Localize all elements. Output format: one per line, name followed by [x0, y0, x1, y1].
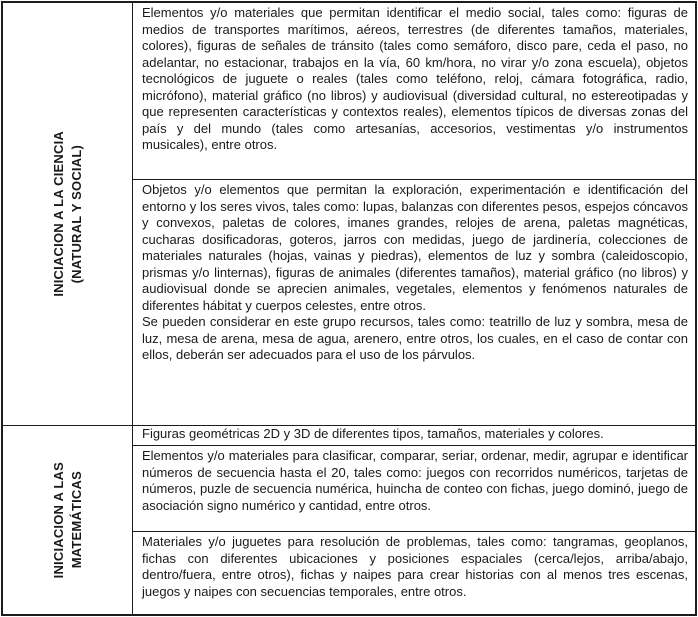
cell-medio-social-text: Elementos y/o materiales que permitan identificar el medio social, tales como: figuras de medios de transportes marítimos, aéreos, terrestres (de diferentes tamaños, materiales, colores), figuras de señales de tránsito (tales como semáforo, disco pare, ceda el paso, no adelantar, no estacionar, trabajos en la vía, 60 km/hora, no virar y/o zona escuela), objetos tecnológicos de juguete o reales (tales como teléfono, reloj, cámara fotográfica, radio, micrófono), material gráfico (no libros) y audiovisual (diversidad cultural, no estereotipadas y que representen características y contextos reales), elementos típicos de diversas zonas del país y del mundo (tales como artesanías, accesorios, vestimentas y/o instrumentos musicales), entre otros.	[142, 5, 688, 152]
cell-exploracion-text: Objetos y/o elementos que permitan la exploración, experimentación e identificación del entorno y los seres vivos, tales como: lupas, balanzas con diferentes pesos, espejos cóncavos y convexos, paletas de colores, imanes grandes, relojes de arena, paletas magnéticas, cucharas dosificadoras, goteros, jarros con medidas, juego de jardinería, colecciones de materiales naturales (hojas, vainas y piedras), elementos de luz y sombra (caleidoscopio, prismas y/o linternas), figuras de animales (diferentes tamaños), material gráfico (no libros) y audiovisual donde se aprecien animales, vegetales, elementos y fenómenos naturales de diferentes hábitat y cuerpos celestes, entre otros.	[142, 182, 688, 313]
cell-resolucion-problemas-text: Materiales y/o juguetes para resolución de problemas, tales como: tangramas, geoplanos, fichas con diferentes ubicaciones y posiciones espaciales (cerca/lejos, arriba/abajo, dentro/fuera, entre otros), fichas y naipes para crear historias con al menos tres escenas, juegos y naipes con secuencias temporales, entre otros.	[142, 534, 688, 599]
row-header-ciencia-line1: INICIACION A LA CIENCIA	[51, 131, 66, 297]
cell-resolucion-problemas	[133, 531, 695, 614]
cell-medio-social	[133, 3, 695, 179]
section-iniciacion-ciencia	[3, 3, 695, 425]
cell-clasificar-secuencia	[133, 445, 695, 531]
cell-figuras-geometricas-text: Figuras geométricas 2D y 3D de diferentes tipos, tamaños, materiales y colores.	[142, 426, 604, 441]
ciencia-cells	[133, 3, 695, 425]
row-header-ciencia	[3, 3, 133, 425]
row-header-ciencia-line2: (NATURAL Y SOCIAL)	[69, 144, 84, 284]
matematicas-cells	[133, 426, 695, 614]
cell-figuras-geometricas	[133, 426, 695, 445]
row-header-matematicas-line1: INICIACION A LAS	[51, 461, 66, 579]
cell-clasificar-secuencia-text: Elementos y/o materiales para clasificar, comparar, seriar, ordenar, medir, agrupar e identificar números de secuencia hasta el 20, tales como: juegos con recorridos numéricos, tarjetas de números, puzle de secuencia numérica, huincha de conteo con fichas, juego dominó, juego de asociación signo numérico y cantidad, entre otros.	[142, 448, 688, 513]
section-iniciacion-matematicas	[3, 425, 695, 614]
row-header-matematicas	[3, 426, 133, 614]
cell-recursos-adicionales-text: Se pueden considerar en este grupo recursos, tales como: teatrillo de luz y sombra, mesa de luz, mesa de arena, mesa de agua, arenero, entre otros, los cuales, en el caso de contar con ellos, deberán ser adecuados para el uso de los párvulos.	[142, 314, 688, 362]
cell-exploracion-seres-vivos	[133, 179, 695, 425]
resources-table	[1, 1, 697, 616]
row-header-matematicas-line2: MATEMÁTICAS	[69, 471, 84, 569]
